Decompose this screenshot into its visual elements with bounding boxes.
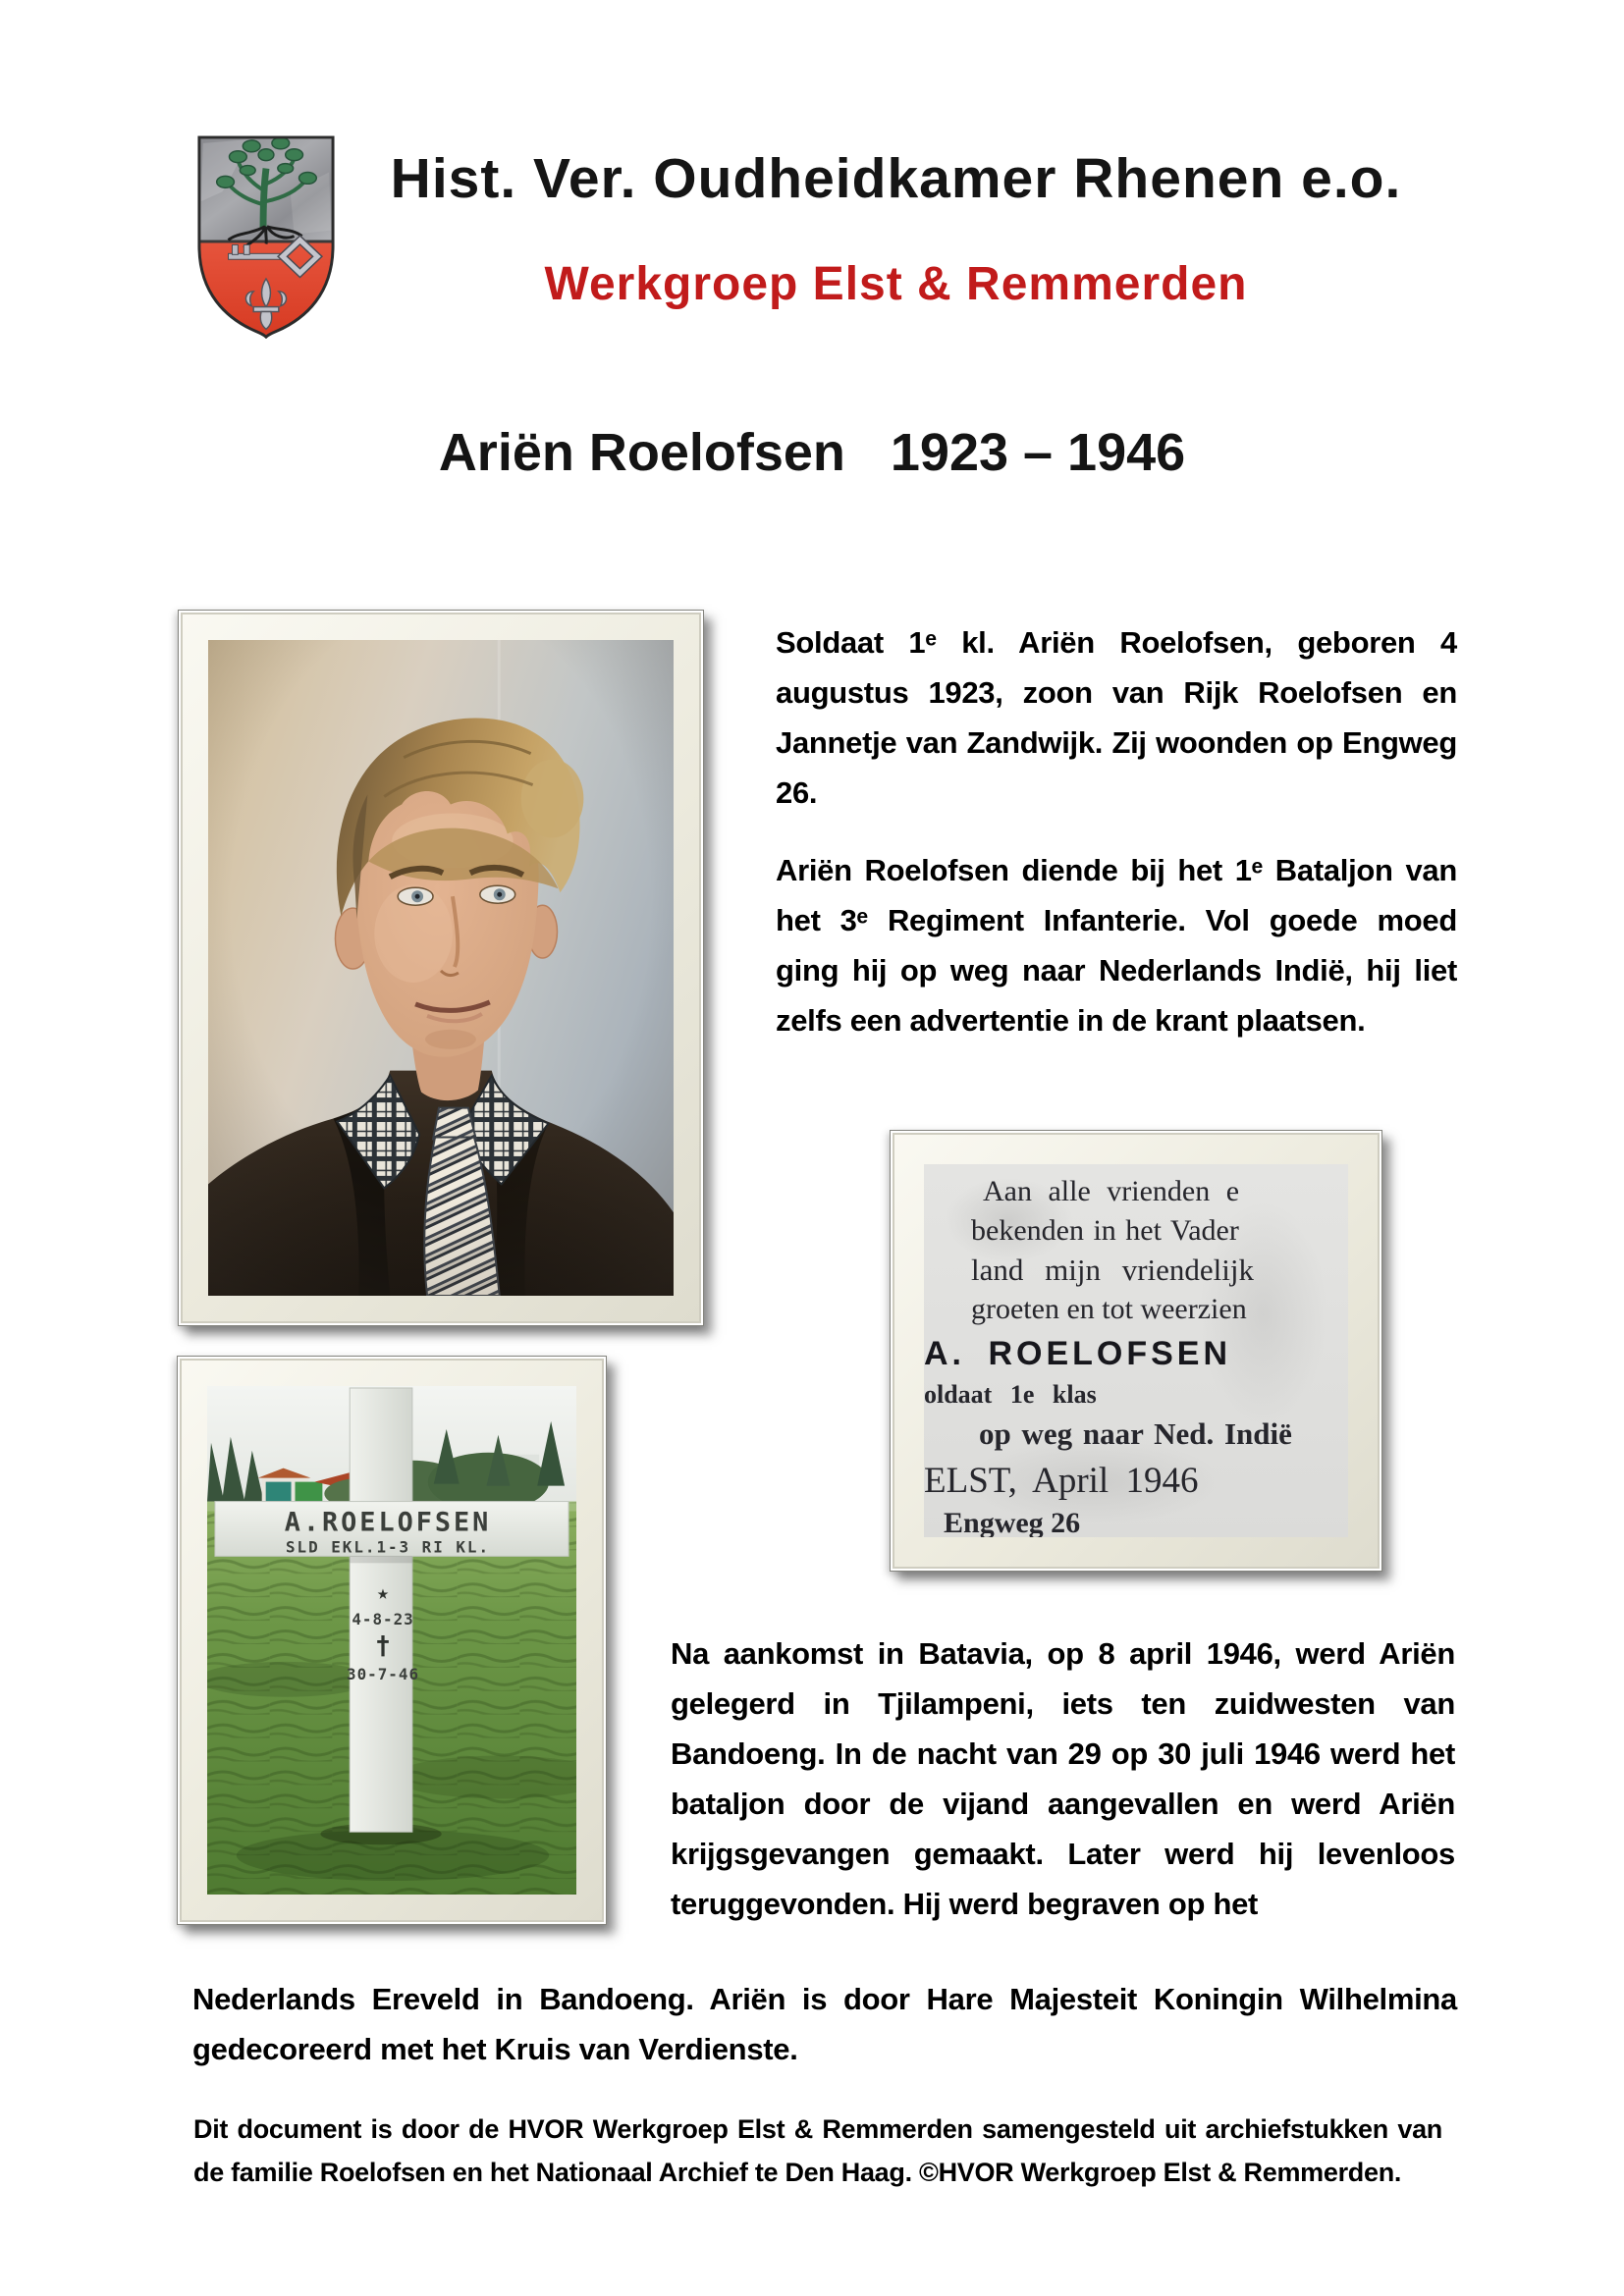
- paragraph-2: Ariën Roelofsen diende bij het 1ᵉ Bataljon van het 3ᵉ Regiment Infanterie. Vol goede moed ging hij op weg naar Nederlands Indië, hij liet zelfs een advertentie in de krant plaatsen.: [776, 853, 1457, 1038]
- rhenen-coat-of-arms-icon: [193, 133, 339, 340]
- newspaper-clipping: [924, 1164, 1348, 1537]
- grave-death-date: 30-7-46: [347, 1664, 420, 1683]
- grave-photo: [207, 1386, 576, 1895]
- header: [353, 143, 1438, 311]
- paragraph-3-column: Na aankomst in Batavia, op 8 april 1946, werd Ariën gelegerd in Tjilampeni, iets ten zuidwesten van Bandoeng. In de nacht van 29 op 30 juli 1946 werd het bataljon door de vijand aangevallen en werd Ariën krijgsgevangen gemaakt. Later werd hij levenloos teruggevonden. Hij werd begraven op het: [671, 1636, 1455, 1921]
- org-title: Hist. Ver. Oudheidkamer Rhenen e.o.: [390, 147, 1402, 210]
- grave-star: ★: [377, 1581, 390, 1605]
- portrait-photo-frame: [178, 610, 704, 1326]
- page-title: [0, 422, 1624, 483]
- grave-cross-symbol: †: [375, 1630, 391, 1661]
- grave-photo-frame: [177, 1356, 607, 1925]
- newspaper-line: groeten en tot weerzien: [971, 1293, 1247, 1325]
- grave-birth-date: 4-8-23: [352, 1610, 414, 1629]
- newspaper-line: bekenden in het Vader: [971, 1214, 1239, 1247]
- newspaper-line: Aan alle vrienden e: [983, 1175, 1240, 1207]
- newspaper-line: Engweg 26: [944, 1507, 1081, 1537]
- footer-credits: Dit document is door de HVOR Werkgroep Elst & Remmerden samengesteld uit archiefstukken van de familie Roelofsen en het Nationaal Archief te Den Haag. ©HVOR Werkgroep Elst & Remmerden.: [193, 2114, 1442, 2187]
- page-title-name: Ariën Roelofsen: [438, 423, 845, 482]
- newspaper-clipping-frame: [890, 1130, 1382, 1572]
- newspaper-line: oldaat 1e klas: [924, 1380, 1097, 1409]
- paragraph-1: Soldaat 1ᵉ kl. Ariën Roelofsen, geboren 4 augustus 1923, zoon van Rijk Roelofsen en Jannetje van Zandwijk. Zij woonden op Engweg 26.: [776, 625, 1457, 810]
- newspaper-line: land mijn vriendelijk: [971, 1253, 1255, 1287]
- page-title-years: 1923 – 1946: [890, 423, 1186, 482]
- newspaper-line: ELST, April 1946: [924, 1461, 1199, 1501]
- grave-rank: SLD EKL.1-3 RI KL.: [285, 1537, 491, 1557]
- newspaper-line: op weg naar Ned. Indië: [979, 1416, 1292, 1451]
- workgroup-subtitle: Werkgroep Elst & Remmerden: [544, 258, 1248, 310]
- newspaper-paper: [924, 1164, 1348, 1537]
- grave-name: A.ROELOFSEN: [284, 1507, 492, 1538]
- paragraph-3-fullwidth: Nederlands Ereveld in Bandoeng. Ariën is door Hare Majesteit Koningin Wilhelmina gedecoreerd met het Kruis van Verdienste.: [192, 1982, 1457, 2066]
- portrait-photo: [208, 640, 674, 1296]
- newspaper-line: A. ROELOFSEN: [924, 1335, 1232, 1372]
